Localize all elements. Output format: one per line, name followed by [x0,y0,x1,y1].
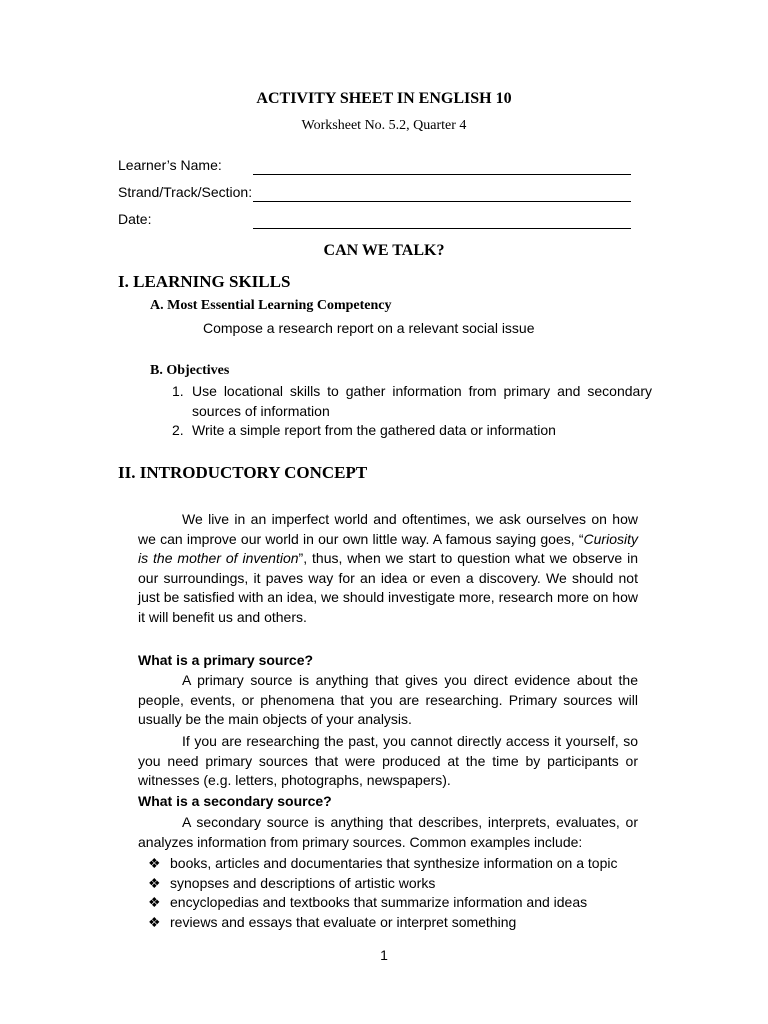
worksheet-subtitle: Worksheet No. 5.2, Quarter 4 [301,118,467,133]
intro-quote-italic: Curiosity is the mother of invention [138,530,638,567]
learner-name-label: Learner’s Name: [118,157,222,173]
learner-name-line[interactable] [253,174,631,175]
intro-text-part1: We live in an imperfect world and oftentimes, we ask ourselves on how we can improve our world in our own little way. A famous saying goes, “ [138,511,638,547]
diamond-bullet-icon: ❖ [148,894,161,910]
list-item [148,894,587,911]
primary-source-text-1: A primary source is anything that gives you direct evidence about the people, events, or phenomena that you are researching. Primary sources will usually be the main objects of your analysis. [138,672,638,728]
intro-paragraph [138,510,638,628]
bullet-text: reviews and essays that evaluate or interpret something [170,914,517,930]
objective-text: Use locational skills to gather information from primary and secondary sources of information [192,383,652,419]
section-introductory-concept-heading: II. INTRODUCTORY CONCEPT [118,463,368,482]
bullet-text: encyclopedias and textbooks that summarize information and ideas [170,894,588,910]
intro-text-part2: ”, thus, when we start to question what we observe in our surroundings, it paves way for an idea or even a discovery. We should not just be satisfied with an idea, we should investigate more, research more on how it will benefit us and others. [138,550,639,625]
objectives-heading: B. Objectives [150,363,230,378]
secondary-source-text: A secondary source is anything that describes, interprets, evaluates, or analyzes information from primary sources. Common examples include: [138,814,638,850]
strand-track-section-label: Strand/Track/Section: [118,184,253,200]
primary-source-text-2: If you are researching the past, you cannot directly access it yourself, so you need primary sources that were produced at the time by participants or witnesses (e.g. letters, photographs, newspapers). [138,733,638,789]
list-item [148,914,516,931]
secondary-source-question: What is a secondary source? [138,793,332,809]
secondary-source-paragraph [138,813,638,852]
melc-text: Compose a research report on a relevant social issue [203,320,535,336]
strand-track-section-line[interactable] [253,201,631,202]
diamond-bullet-icon: ❖ [148,855,161,871]
document-title: ACTIVITY SHEET IN ENGLISH 10 [256,90,512,107]
melc-heading: A. Most Essential Learning Competency [150,298,392,313]
section-learning-skills-heading: I. LEARNING SKILLS [118,272,291,291]
objective-number: 1. [172,383,184,399]
list-item [148,855,617,872]
objective-number: 2. [172,422,184,438]
objective-item [172,421,652,441]
objective-text: Write a simple report from the gathered data or information [192,422,556,438]
diamond-bullet-icon: ❖ [148,875,161,891]
date-line[interactable] [253,228,631,229]
lesson-title: CAN WE TALK? [323,242,445,259]
list-item [148,875,435,892]
page-number: 1 [380,947,388,963]
date-label: Date: [118,211,152,227]
objective-item [172,382,652,421]
primary-source-paragraph-1 [138,671,638,730]
primary-source-question: What is a primary source? [138,652,314,668]
diamond-bullet-icon: ❖ [148,914,161,930]
bullet-text: books, articles and documentaries that synthesize information on a topic [170,855,618,871]
bullet-text: synopses and descriptions of artistic works [170,875,436,891]
primary-source-paragraph-2 [138,732,638,791]
